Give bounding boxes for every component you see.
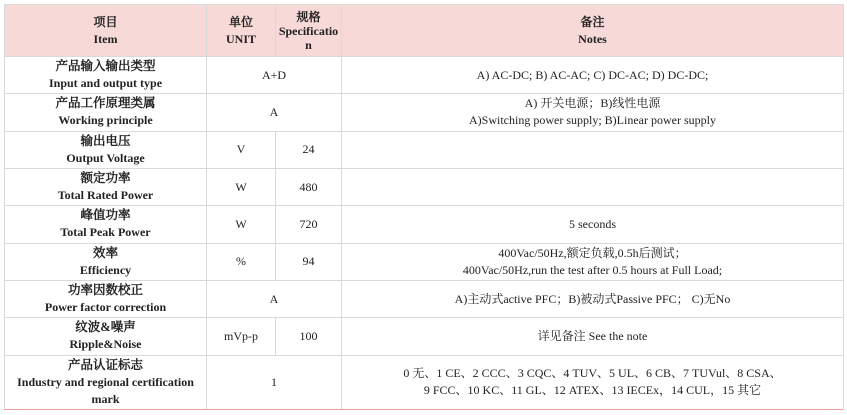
row-value: 1 <box>207 355 342 410</box>
header-item-cn: 项目 <box>93 14 118 29</box>
row-unit: V <box>207 131 276 168</box>
row-item-en: Industry and regional certification mark <box>17 374 194 406</box>
table-row <box>5 206 844 243</box>
row-note-line: 400Vac/50Hz,run the test after 0.5 hours at Full Load; <box>462 262 723 277</box>
row-notes <box>342 355 844 410</box>
row-item-en: Total Peak Power <box>60 225 151 240</box>
row-item-cn: 输出电压 <box>80 133 131 148</box>
table-row <box>5 57 844 94</box>
table-bottom-border <box>4 409 843 410</box>
row-spec: 24 <box>276 131 342 168</box>
row-item-cn: 效率 <box>92 245 118 260</box>
header-spec-cn: 规格 <box>296 9 321 24</box>
row-unit: W <box>207 206 276 243</box>
row-note-line: 0 无、1 CE、2 CCC、3 CQC、4 TUV、5 UL、6 CB、7 TUVul、8 CSA、 <box>403 366 782 381</box>
row-unit: mVp-p <box>207 318 276 355</box>
row-item-cn: 额定功率 <box>80 171 131 186</box>
header-row <box>5 5 844 57</box>
row-note-line: 5 seconds <box>569 216 616 231</box>
header-item <box>5 5 207 57</box>
row-value: A <box>207 94 342 131</box>
table-row <box>5 318 844 355</box>
row-spec: 480 <box>276 168 342 205</box>
row-note-line: A)主动式active PFC；B)被动式Passive PFC； C)无No <box>454 291 731 306</box>
row-item-cn: 产品输入输出类型 <box>55 59 156 74</box>
row-note-line: A)Switching power supply; B)Linear power supply <box>469 113 716 128</box>
row-spec: 94 <box>276 243 342 280</box>
row-item <box>5 94 207 131</box>
row-value: A <box>207 280 342 317</box>
row-notes <box>342 57 844 94</box>
row-unit: % <box>207 243 276 280</box>
row-item <box>5 57 207 94</box>
row-spec: 100 <box>276 318 342 355</box>
row-item-cn: 产品工作原理类属 <box>55 96 156 111</box>
row-item-en: Total Rated Power <box>57 188 154 203</box>
row-item-cn: 产品认证标志 <box>67 357 143 372</box>
row-notes <box>342 243 844 280</box>
row-notes <box>342 318 844 355</box>
row-notes <box>342 206 844 243</box>
header-unit-cn: 单位 <box>228 14 253 29</box>
header-item-en: Item <box>93 31 118 46</box>
row-item-cn: 峰值功率 <box>80 208 131 223</box>
spec-table <box>4 4 844 410</box>
row-item-en: Working principle <box>58 113 153 128</box>
table-row <box>5 131 844 168</box>
header-unit-en: UNIT <box>225 31 256 46</box>
row-item-en: Input and output type <box>48 76 163 91</box>
row-spec: 720 <box>276 206 342 243</box>
row-item <box>5 168 207 205</box>
row-note-line: 400Vac/50Hz,额定负载,0.5h后测试； <box>498 245 687 260</box>
row-item-en: Power factor correction <box>44 300 167 315</box>
row-item <box>5 280 207 317</box>
row-item-en: Output Voltage <box>66 150 145 165</box>
row-note-line: 9 FCC、10 KC、11 GL、12 ATEX、13 IECEx，14 CUL，15 其它 <box>423 383 762 398</box>
row-item-cn: 纹波&噪声 <box>75 320 136 335</box>
table-row <box>5 355 844 410</box>
table-row <box>5 94 844 131</box>
row-item <box>5 318 207 355</box>
row-value: A+D <box>207 57 342 94</box>
table-header <box>5 5 844 57</box>
table-body <box>5 57 844 410</box>
row-unit: W <box>207 168 276 205</box>
table-row <box>5 280 844 317</box>
row-note-line: A) AC-DC; B) AC-AC; C) DC-AC; D) DC-DC; <box>476 67 709 82</box>
header-spec <box>276 5 342 57</box>
row-item <box>5 131 207 168</box>
row-item-en: Efficiency <box>79 262 132 277</box>
row-item <box>5 355 207 410</box>
row-notes <box>342 168 844 205</box>
row-note-line: 详见备注 See the note <box>537 328 648 343</box>
row-item-en: Ripple&Noise <box>69 337 142 352</box>
header-unit <box>207 5 276 57</box>
row-note-line: A) 开关电源；B)线性电源 <box>524 96 661 111</box>
table-row <box>5 243 844 280</box>
row-item <box>5 243 207 280</box>
row-notes <box>342 280 844 317</box>
header-spec-en: Specification <box>278 23 339 52</box>
header-notes <box>342 5 844 57</box>
header-notes-en: Notes <box>578 31 607 46</box>
row-notes <box>342 94 844 131</box>
row-item <box>5 206 207 243</box>
row-item-cn: 功率因数校正 <box>67 283 143 298</box>
header-notes-cn: 备注 <box>580 14 605 29</box>
table-row <box>5 168 844 205</box>
row-notes <box>342 131 844 168</box>
